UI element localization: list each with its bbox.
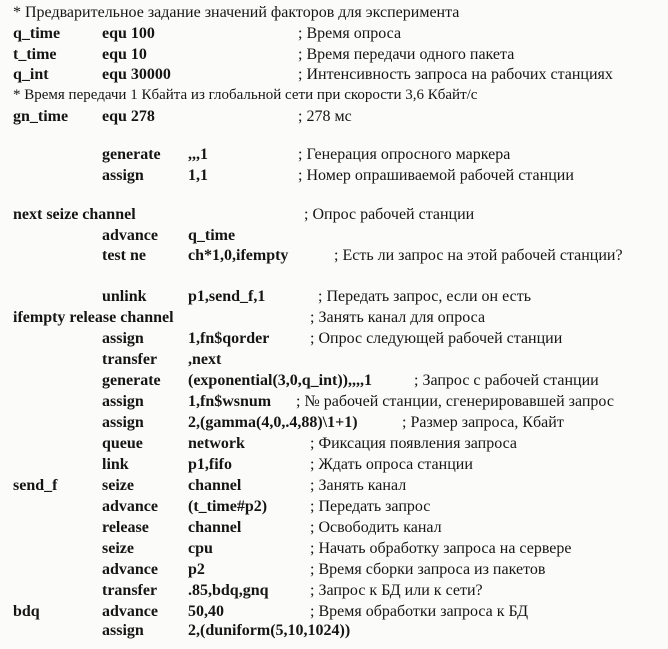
line-comment: ; Ждать опроса станции <box>310 456 473 473</box>
line-args: 1,fn$qorder <box>188 330 270 347</box>
comment-text: * Предварительное задание значений факторов для эксперимента <box>13 4 460 21</box>
line-args: 1,fn$wsnum <box>188 393 272 410</box>
line-comment: ; 278 мс <box>298 108 352 125</box>
line-args: network <box>188 435 245 452</box>
line-comment: ; Есть ли запрос на этой рабочей станции? <box>334 247 623 264</box>
line-comment: ; Время обработки запроса к БД <box>310 603 529 620</box>
line-comment: ; Опрос следующей рабочей станции <box>310 330 563 347</box>
line-op: unlink <box>102 288 147 305</box>
line-op: test ne <box>102 247 146 264</box>
line-args: p1,fifo <box>188 456 232 473</box>
line-comment: ; Занять канал <box>310 477 407 494</box>
line-comment: ; Размер запроса, Кбайт <box>402 414 564 431</box>
line-op: generate <box>102 372 161 389</box>
line-comment: ; Запрос с рабочей станции <box>414 372 599 389</box>
line-comment: ; Освободить канал <box>310 519 442 536</box>
line-label: t_time <box>13 46 57 63</box>
line-args: 2,(gamma(4,0,.4,88)\1+1) <box>188 414 358 431</box>
line-op: advance <box>102 227 158 244</box>
line-comment: ; Время опроса <box>298 25 402 42</box>
line-args: ,,,1 <box>188 146 208 163</box>
line-label: next seize channel <box>13 206 136 223</box>
line-label: gn_time <box>13 108 69 125</box>
line-args: ,next <box>188 351 222 368</box>
line-label: bdq <box>13 603 40 620</box>
line-comment: ; Передать запрос, если он есть <box>318 288 531 305</box>
line-op: advance <box>102 498 158 515</box>
comment-text: * Время передачи 1 Кбайта из глобальной сети при скорости 3,6 Кбайт/с <box>13 87 478 103</box>
line-op: seize <box>102 540 134 557</box>
line-args: q_time <box>188 227 236 244</box>
line-args: (exponential(3,0,q_int)),,,,1 <box>188 372 372 389</box>
line-args: p1,send_f,1 <box>188 288 266 305</box>
line-args: channel <box>188 477 242 494</box>
line-op: equ 30000 <box>102 66 171 83</box>
line-op: assign <box>102 622 144 639</box>
line-op: transfer <box>102 351 158 368</box>
line-comment: ; Опрос рабочей станции <box>304 206 475 223</box>
line-comment: ; Номер опрашиваемой рабочей станции <box>298 167 574 184</box>
line-comment: ; № рабочей станции, сгенерировавшей запрос <box>296 393 614 410</box>
line-args: cpu <box>188 540 213 557</box>
line-op: link <box>102 456 129 473</box>
line-args: p2 <box>188 561 205 578</box>
line-op: advance <box>102 603 158 620</box>
line-comment: ; Запрос к БД или к сети? <box>310 582 483 599</box>
line-op: transfer <box>102 582 158 599</box>
line-op: generate <box>102 146 161 163</box>
line-comment: ; Интенсивность запроса на рабочих станциях <box>298 66 613 83</box>
line-comment: ; Начать обработку запроса на сервере <box>310 540 572 557</box>
line-comment: ; Время передачи одного пакета <box>298 46 515 63</box>
line-op: equ 10 <box>102 46 147 63</box>
line-op: release <box>102 519 149 536</box>
line-args: 2,(duniform(5,10,1024)) <box>188 622 351 639</box>
line-label: q_time <box>13 25 61 42</box>
line-args: .85,bdq,gnq <box>188 582 269 599</box>
line-op: seize <box>102 477 134 494</box>
line-op: assign <box>102 414 144 431</box>
line-op: assign <box>102 330 144 347</box>
line-label: q_int <box>13 66 49 83</box>
line-comment: ; Генерация опросного маркера <box>298 146 511 163</box>
line-args: 50,40 <box>188 603 224 620</box>
line-op: assign <box>102 167 144 184</box>
line-op: queue <box>102 435 143 452</box>
line-comment: ; Занять канал для опроса <box>310 309 486 326</box>
line-args: channel <box>188 519 242 536</box>
line-op: assign <box>102 393 144 410</box>
line-args: 1,1 <box>188 167 208 184</box>
line-args: ch*1,0,ifempty <box>188 247 289 264</box>
line-op: equ 278 <box>102 108 155 125</box>
line-label: ifempty release channel <box>13 309 174 326</box>
line-comment: ; Фиксация появления запроса <box>310 435 518 452</box>
line-label: send_f <box>13 477 58 494</box>
line-op: equ 100 <box>102 25 155 42</box>
line-comment: ; Время сборки запроса из пакетов <box>310 561 546 578</box>
line-args: (t_time#p2) <box>188 498 268 515</box>
line-comment: ; Передать запрос <box>310 498 431 515</box>
line-op: advance <box>102 561 158 578</box>
